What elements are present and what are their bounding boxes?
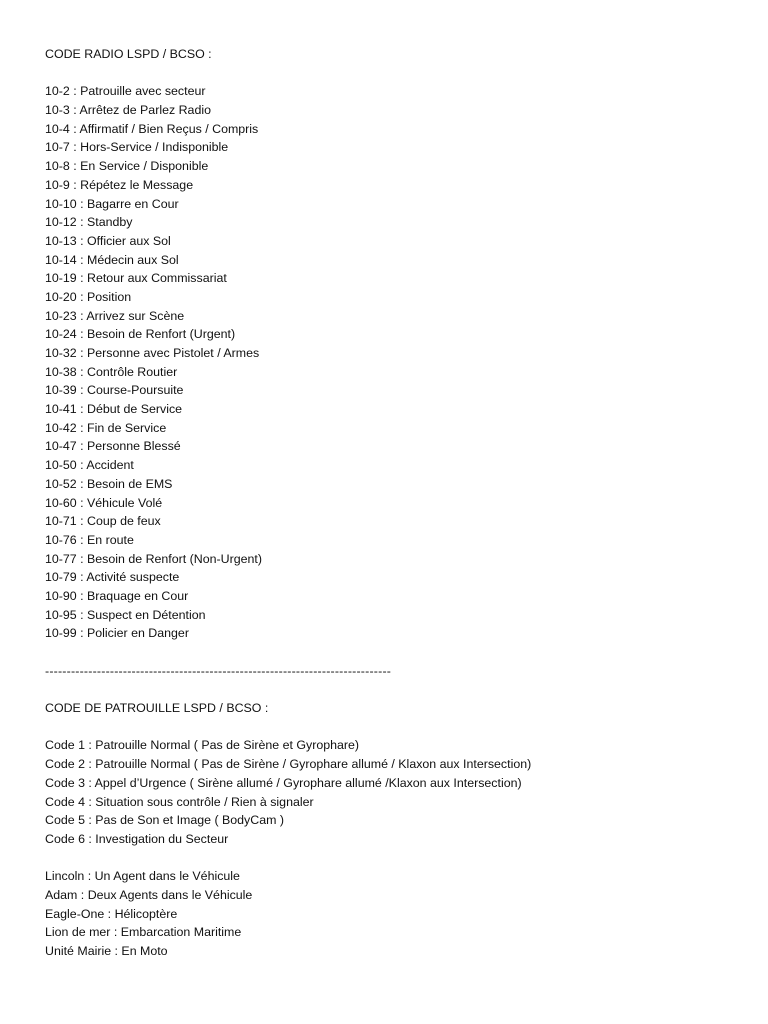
radio-code-item: 10-39 : Course-Poursuite [45,383,184,398]
radio-codes-title: CODE RADIO LSPD / BCSO : [45,47,212,61]
spacer [45,64,745,83]
spacer [45,680,745,699]
radio-code-item: 10-19 : Retour aux Commissariat [45,271,227,286]
radio-code-item: 10-2 : Patrouille avec secteur [45,84,206,99]
radio-code-item: 10-12 : Standby [45,215,133,230]
radio-code-item: 10-24 : Besoin de Renfort (Urgent) [45,327,236,342]
radio-code-item: 10-79 : Activité suspecte [45,570,180,585]
radio-code-item: 10-38 : Contrôle Routier [45,364,178,379]
radio-code-item: 10-60 : Véhicule Volé [45,495,163,510]
unit-code-item: Lincoln : Un Agent dans le Véhicule [45,869,240,884]
radio-code-item: 10-52 : Besoin de EMS [45,476,173,491]
spacer [45,643,745,662]
patrol-codes-list [45,736,745,848]
unit-codes-list [45,867,745,960]
radio-code-item: 10-50 : Accident [45,458,134,473]
patrol-code-item: Code 4 : Situation sous contrôle / Rien à signaler [45,794,314,809]
radio-code-item: 10-41 : Début de Service [45,402,183,417]
spacer [45,718,745,737]
radio-code-item: 10-8 : En Service / Disponible [45,159,209,174]
radio-code-item: 10-23 : Arrivez sur Scène [45,308,185,323]
patrol-codes-title: CODE DE PATROUILLE LSPD / BCSO : [45,701,269,716]
patrol-code-item: Code 1 : Patrouille Normal ( Pas de Sirène et Gyrophare) [45,738,360,753]
unit-code-item: Eagle-One : Hélicoptère [45,906,178,921]
patrol-code-item: Code 6 : Investigation du Secteur [45,831,229,846]
radio-code-item: 10-47 : Personne Blessé [45,439,181,454]
radio-code-item: 10-99 : Policier en Danger [45,626,189,641]
patrol-code-item: Code 3 : Appel d’Urgence ( Sirène allumé / Gyrophare allumé /Klaxon aux Intersection) [45,775,522,790]
document-page [45,45,745,961]
radio-code-item: 10-20 : Position [45,289,132,304]
radio-code-item: 10-95 : Suspect en Détention [45,607,206,622]
radio-code-item: 10-90 : Braquage en Cour [45,588,189,603]
patrol-code-item: Code 5 : Pas de Son et Image ( BodyCam ) [45,813,284,828]
radio-code-item: 10-9 : Répétez le Message [45,177,194,192]
radio-code-item: 10-3 : Arrêtez de Parlez Radio [45,103,211,118]
radio-code-item: 10-42 : Fin de Service [45,420,167,435]
unit-code-item: Lion de mer : Embarcation Maritime [45,925,242,940]
radio-code-item: 10-76 : En route [45,532,134,547]
radio-code-item: 10-13 : Officier aux Sol [45,233,171,248]
radio-code-item: 10-7 : Hors-Service / Indisponible [45,140,229,155]
patrol-code-item: Code 2 : Patrouille Normal ( Pas de Sirène / Gyrophare allumé / Klaxon aux Intersection) [45,757,532,772]
radio-code-item: 10-32 : Personne avec Pistolet / Armes [45,346,260,360]
radio-code-item: 10-4 : Affirmatif / Bien Reçus / Compris [45,121,259,136]
spacer [45,849,745,868]
section-separator: -------------------------------------------------------------------------------- [45,663,392,678]
unit-code-item: Adam : Deux Agents dans le Véhicule [45,887,253,902]
radio-code-item: 10-14 : Médecin aux Sol [45,252,179,267]
radio-code-item: 10-77 : Besoin de Renfort (Non-Urgent) [45,551,262,566]
radio-code-item: 10-71 : Coup de feux [45,514,161,529]
unit-code-item: Unité Mairie : En Moto [45,944,168,958]
radio-code-item: 10-10 : Bagarre en Cour [45,196,179,211]
radio-codes-list [45,82,745,643]
